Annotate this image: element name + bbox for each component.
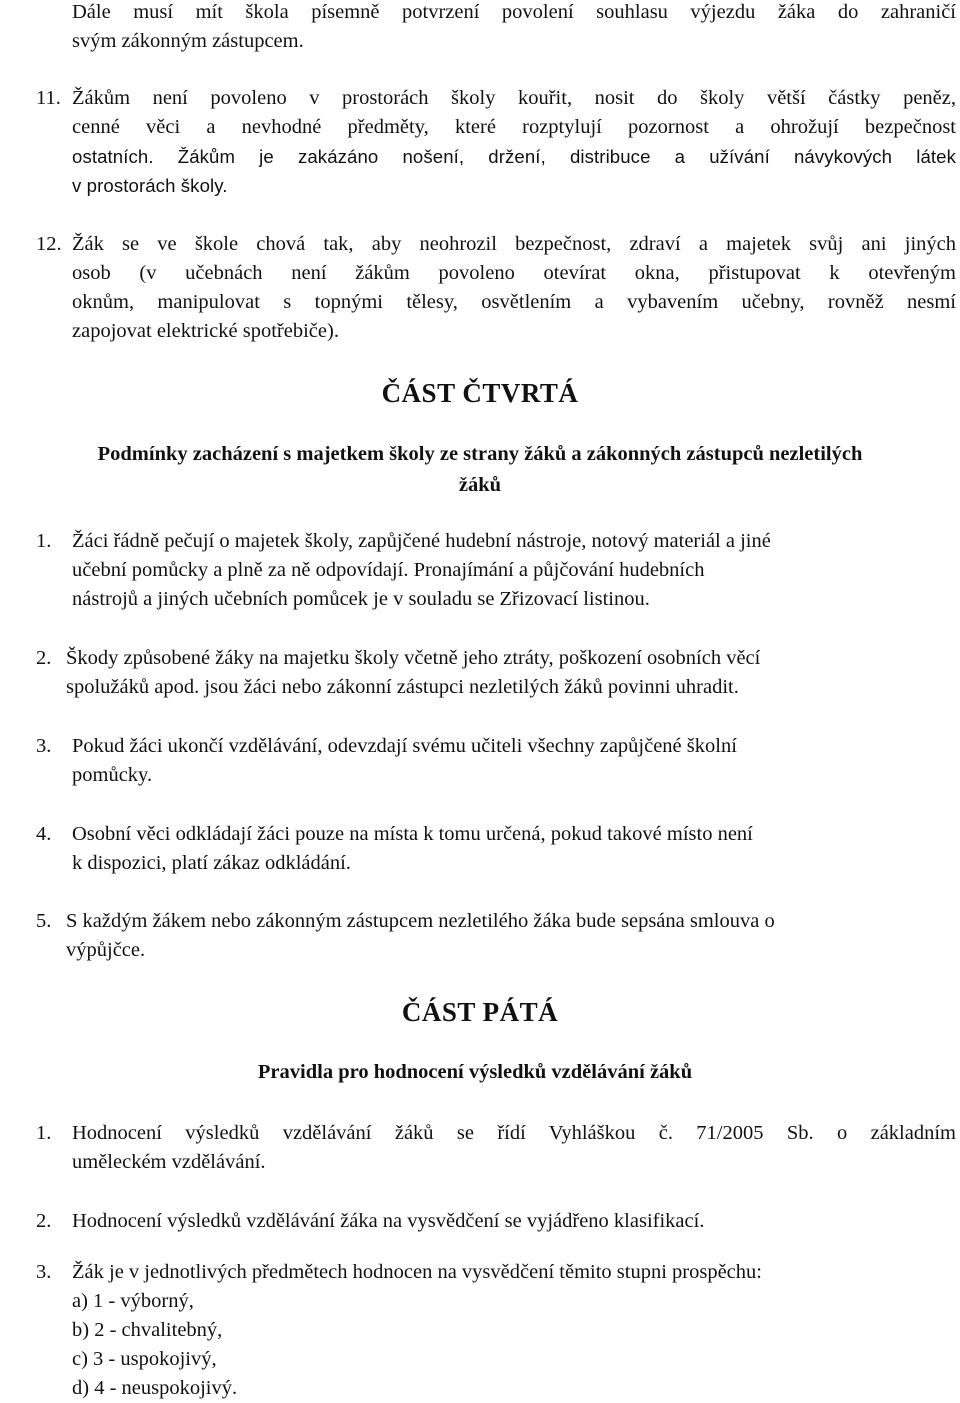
text-line: svým zákonným zástupcem. [72,30,304,52]
text-line: cenné věci a nevhodné předměty, které rozptylují pozornost a ohrožují bezpečnost [72,116,956,138]
item-number: 1. [36,1122,52,1144]
grade-item: a) 1 - výborný, [72,1290,194,1312]
grade-item: d) 4 - neuspokojivý. [72,1377,238,1399]
part-4-title: ČÁST ČTVRTÁ [381,378,579,408]
item-number: 1. [36,530,52,552]
part-5-subtitle: Pravidla pro hodnocení výsledků vzdělávání žáků [257,1061,693,1083]
item-number: 3. [36,1261,52,1283]
text-line: zapojovat elektrické spotřebiče). [72,320,339,342]
rule-number: 12. [36,233,62,255]
text-line: Žák se ve škole chová tak, aby neohrozil bezpečnost, zdraví a majetek svůj ani jiných [72,233,956,255]
text-line: pomůcky. [72,764,153,786]
item-number: 3. [36,735,52,757]
text-line: Hodnocení výsledků vzdělávání žáka na vysvědčení se vyjádřeno klasifikací. [72,1210,705,1232]
part-5-title: ČÁST PÁTÁ [401,997,559,1027]
part-4-subtitle-cont: žáků [458,474,502,496]
item-number: 5. [36,910,52,932]
text-line: Žák je v jednotlivých předmětech hodnocen na vysvědčení těmito stupni prospěchu: [72,1261,762,1283]
text-line: Osobní věci odkládají žáci pouze na místa k tomu určená, pokud takové místo není [72,823,753,845]
text-line: nástrojů a jiných učebních pomůcek je v souladu se Zřizovací listinou. [72,588,650,610]
text-line: Hodnocení výsledků vzdělávání žáků se řídí Vyhláškou č. 71/2005 Sb. o základním [72,1122,956,1144]
item-number: 4. [36,823,52,845]
text-line: v prostorách školy. [72,175,228,196]
text-line: Dále musí mít škola písemně potvrzení povolení souhlasu výjezdu žáka do zahraničí [72,1,956,23]
grade-item: c) 3 - uspokojivý, [72,1348,217,1370]
part-4-subtitle: Podmínky zacházení s majetkem školy ze strany žáků a zákonných zástupců nezletilých [97,443,863,465]
text-line: ostatních. Žákům je zakázáno nošení, držení, distribuce a užívání návykových látek [72,146,956,167]
item-number: 2. [36,647,52,669]
text-line: Žákům není povoleno v prostorách školy kouřit, nosit do školy větší částky peněz, [72,87,956,109]
text-line: Žáci řádně pečují o majetek školy, zapůjčené hudební nástroje, notový materiál a jiné [72,530,771,552]
text-line: Pokud žáci ukončí vzdělávání, odevzdají svému učiteli všechny zapůjčené školní [72,735,737,757]
text-line: k dispozici, platí zákaz odkládání. [72,852,351,874]
item-number: 2. [36,1210,52,1232]
text-line: spolužáků apod. jsou žáci nebo zákonní zástupci nezletilých žáků povinni uhradit. [66,676,739,698]
text-line: uměleckém vzdělávání. [72,1151,266,1173]
grade-item: b) 2 - chvalitebný, [72,1319,223,1341]
text-line: učební pomůcky a plně za ně odpovídají. Pronajímání a půjčování hudebních [72,559,705,581]
text-line: oknům, manipulovat s topnými tělesy, osvětlením a vybavením učebny, rovněž nesmí [72,291,956,313]
text-line: S každým žákem nebo zákonným zástupcem nezletilého žáka bude sepsána smlouva o [66,910,775,932]
rule-number: 11. [36,87,61,109]
text-line: Škody způsobené žáky na majetku školy včetně jeho ztráty, poškození osobních věcí [66,647,761,669]
text-line: výpůjčce. [66,939,146,961]
text-line: osob (v učebnách není žákům povoleno otevírat okna, přistupovat k otevřeným [72,262,956,284]
